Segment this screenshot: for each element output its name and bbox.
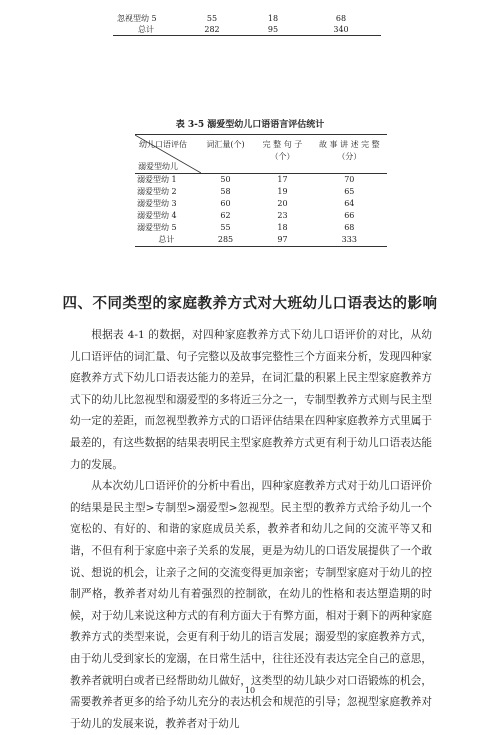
table-row	[113, 13, 381, 24]
table-cell: 340	[301, 24, 381, 36]
table-cell: 68	[344, 223, 355, 232]
table-cell: 总计	[158, 235, 175, 244]
table-cell: 65	[344, 187, 355, 196]
table-cell: 285	[217, 235, 234, 244]
page-number: 10	[244, 686, 256, 695]
paragraph: 根据表 4-1 的数据，对四种家庭教养方式下幼儿口语评价的对比，从幼儿口语评估的词汇量、句子完整以及故事完整性三个方面来分析，发现四种家庭教养方式下幼儿口语表达能力的差异，在词汇量的积累上民主型家庭教养方式下的幼儿比忽视型和溺爱型的多将近三分之一，专制型教养方式则与民主型幼一定的差距，而忽视型教养方式的口语评估结果在四种家庭教养方式里属于最差的，有这些数据的结果表明民主型家庭教养方式更有利于幼儿口语表达能力的发展。	[70, 329, 432, 471]
table-header-row	[135, 135, 387, 174]
table-cell: 溺爱型幼 1	[137, 175, 177, 184]
table-total-row	[135, 234, 387, 247]
table-cell: 20	[277, 199, 288, 208]
table-row	[135, 186, 387, 198]
table-cell: 18	[267, 14, 279, 23]
table-row	[113, 24, 381, 36]
table-cell: 62	[220, 211, 231, 220]
table-cell: 70	[344, 175, 355, 184]
table-cell: 19	[277, 187, 288, 196]
body-text	[70, 325, 432, 735]
table-cell: 18	[277, 223, 288, 232]
table-cell: 68	[335, 14, 347, 23]
table-cell: 溺爱型幼 4	[137, 211, 177, 220]
table-cell: 333	[341, 235, 357, 244]
table-cell: 17	[277, 175, 288, 184]
section-heading: 四、不同类型的家庭教养方式对大班幼儿口语表达的影响	[62, 295, 438, 312]
table-cell: 64	[344, 199, 355, 208]
column-header: 词汇量(个)	[206, 140, 245, 149]
diagonal-header-cell	[135, 135, 198, 174]
table-cell: 忽视型幼 5	[117, 14, 157, 23]
table-cell: 溺爱型幼 3	[137, 199, 177, 208]
column-header: 完 整 句 子（个）	[262, 140, 303, 161]
table-cell: 总计	[113, 24, 179, 36]
table-caption: 表 3-5 溺爱型幼儿口语语言评估统计	[175, 120, 325, 130]
table-cell: 282	[179, 24, 245, 36]
table-cell: 66	[344, 211, 355, 220]
diagonal-header-top: 幼儿口语评估	[139, 140, 187, 149]
table-cell: 55	[206, 14, 218, 23]
paragraph: 从本次幼儿口语评价的分析中看出，四种家庭教养方式对于幼儿口语评价的结果是民主型>专制型>溺爱型>忽视型。民主型的教养方式给予幼儿一个宽松的、有好的、和谐的家庭成员关系，教养者和幼儿之间的交流平等又和谐，不但有利于家庭中亲子关系的发展，更是为幼儿的口语发展提供了一个敢说、想说的机会，让亲子之间的交流变得更加亲密；专制型家庭对于幼儿的控制严格，教养者对幼儿有着强烈的控制欲，在幼儿的性格和表达塑造期的时候，对于幼儿来说这种方式的有利方面大于有弊方面，相对于剩下的两种家庭教养方式的类型来说，会更有利于幼儿的语言发展；溺爱型的家庭教养方式，由于幼儿受到家长的宠溺，在日常生活中，往往还没有表达完全自己的意思，教养者就明白或者已经帮助幼儿做好，这类型的幼儿缺少对口语锻炼的机会，需要教养者更多的给予幼儿充分的表达机会和规范的引导；忽视型家庭教养对于幼儿的发展来说，教养者对于幼儿	[70, 480, 432, 730]
continued-table	[113, 13, 381, 36]
table-row	[135, 222, 387, 234]
column-header: 故 事 讲 述 完 整（分）	[318, 140, 380, 161]
table-cell: 97	[277, 235, 288, 244]
table-cell: 60	[220, 199, 231, 208]
table-row	[135, 210, 387, 222]
table-cell: 溺爱型幼 2	[137, 187, 177, 196]
spoiled-type-table	[135, 134, 387, 247]
table-cell: 50	[220, 175, 231, 184]
table-row	[135, 198, 387, 210]
table-row	[135, 174, 387, 187]
table-cell: 58	[220, 187, 231, 196]
diagonal-header-bottom: 溺爱型幼儿	[138, 162, 178, 171]
table-cell: 溺爱型幼 5	[137, 223, 177, 232]
table-cell: 23	[277, 211, 288, 220]
table-cell: 95	[245, 24, 301, 36]
table-cell: 55	[220, 223, 231, 232]
